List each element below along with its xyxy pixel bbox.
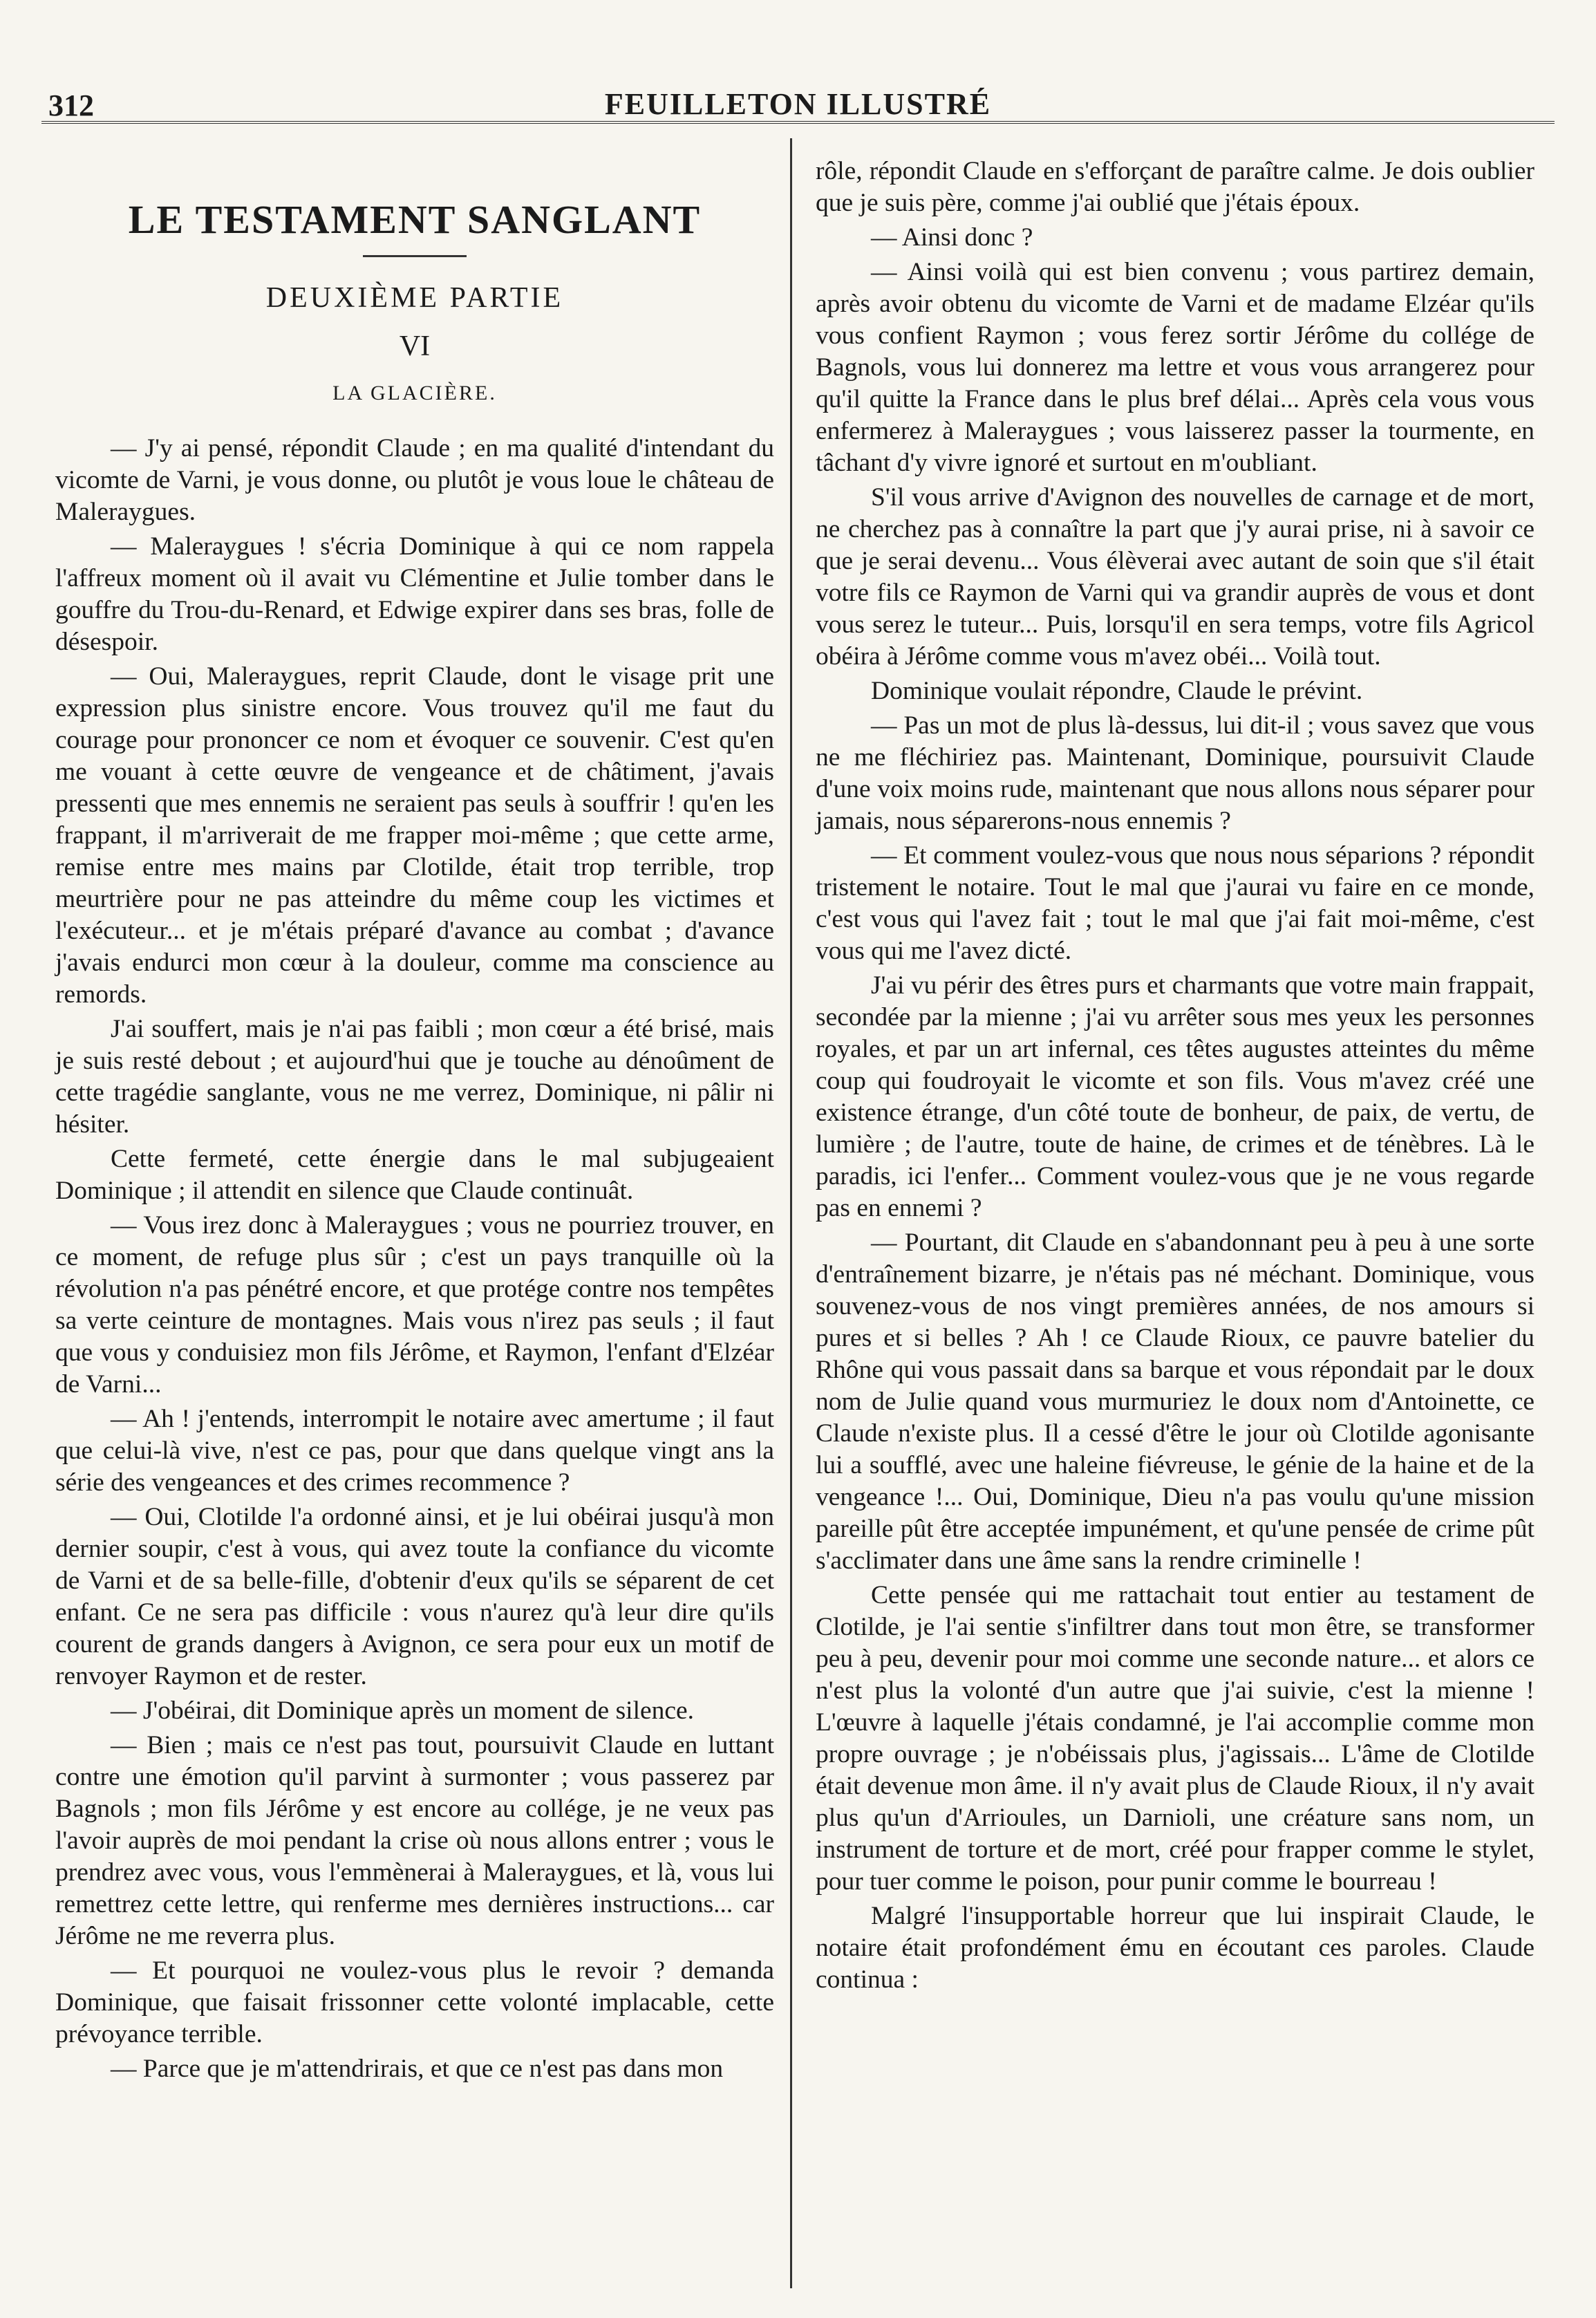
chapter-number: VI [399, 330, 431, 362]
paragraph: — Ah ! j'entends, interrompit le notaire avec amertume ; il faut que celui-là vive, n'est ce pas, pour que dans quelque vingt ans la série des vengeances et des crimes recommence ? [55, 1405, 774, 1497]
left-column [55, 149, 774, 2088]
paragraph: Cette fermeté, cette énergie dans le mal subjugeaient Dominique ; il attendit en silence que Claude continuât. [55, 1145, 774, 1205]
paragraph: — Pourtant, dit Claude en s'abandonnant peu à peu à une sorte d'entraînement bizarre, je n'étais pas né méchant. Dominique, vous souvenez-vous de nos vingt premières années, de nos amours si pures et si belles ? Ah ! ce Claude Rioux, ce pauvre batelier du Rhône qui vous passait dans sa barque et vous répondait par le doux nom de Julie quand vous murmuriez le doux nom d'Antoinette, ce Claude n'existe plus. Il a cessé d'être le jour où Clotilde agonisante lui a soufflé, avec une haleine fiévreuse, le génie de la haine et de la vengeance !... Oui, Dominique, Dieu n'a pas voulu qu'une mission pareille pût être acceptée impunément, et qu'une pensée de crime pût s'acclimater dans une âme sans la rendre criminelle ! [816, 1228, 1534, 1575]
paragraph: — Parce que je m'attendrirais, et que ce n'est pas dans mon [111, 2055, 724, 2083]
paragraph: — Pas un mot de plus là-dessus, lui dit-il ; vous savez que vous ne me fléchiriez pas. Maintenant, Dominique, poursuivit Claude d'une voix moins rude, maintenant que nous allons nous séparer pour jamais, nous séparerons-nous ennemis ? [816, 711, 1534, 835]
page-header [41, 73, 1555, 124]
paragraph: rôle, répondit Claude en s'efforçant de paraître calme. Je dois oublier que je suis père, comme j'ai oublié que j'étais époux. [816, 157, 1534, 217]
chapter-title: LA GLACIÈRE. [332, 382, 497, 404]
paragraph: — Et comment voulez-vous que nous nous séparions ? répondit tristement le notaire. Tout le mal que j'aurai vu faire en ce monde, c'est vous qui l'avez fait ; tout le mal que j'ai fait moi-même, c'est vous qui me l'avez dicté. [816, 841, 1534, 965]
paragraph: — Ainsi donc ? [871, 223, 1033, 252]
paragraph: — J'y ai pensé, répondit Claude ; en ma qualité d'intendant du vicomte de Varni, je vous donne, ou plutôt je vous loue le château de Maleraygues. [55, 434, 774, 526]
paragraph: — Bien ; mais ce n'est pas tout, poursuivit Claude en luttant contre une émotion qu'il parvint à surmonter ; vous passerez par Bagnols ; mon fils Jérôme y est encore au collége, je ne veux pas l'avoir auprès de moi pendant la crise où nous allons entrer ; vous le prendrez avec vous, vous l'emmènerai à Maleraygues, et là, vous lui remettrez cette lettre, qui renferme mes dernières instructions... car Jérôme ne me reverra plus. [55, 1731, 774, 1950]
story-title: LE TESTAMENT SANGLANT [128, 197, 702, 242]
paragraph: — Oui, Maleraygues, reprit Claude, dont le visage prit une expression plus sinistre encore. Vous trouvez qu'il me faut du courage pour prononcer ce nom et évoquer ce souvenir. C'est qu'en me vouant à cette œuvre de vengeance et de châtiment, j'avais pressenti que mes ennemis ne seraient pas seuls à souffrir ! qu'en les frappant, il m'arriverait de me frapper moi-même ; que cette arme, remise entre mes mains par Clotilde, était trop terrible, trop meurtrière pour ne pas atteindre du même coup les victimes et l'exécuteur... et je m'étais préparé d'avance au combat ; d'avance j'avais endurci mon cœur à la douleur, comme ma conscience au remords. [55, 662, 774, 1009]
paragraph: Malgré l'insupportable horreur que lui inspirait Claude, le notaire était profondément ému en écoutant ces paroles. Claude continua : [816, 1902, 1534, 1994]
paragraph: — Ainsi voilà qui est bien convenu ; vous partirez demain, après avoir obtenu du vicomte de Varni et de madame Elzéar qu'ils vous confient Raymon ; vous ferez sortir Jérôme du collége de Bagnols, vous lui donnerez ma lettre et vous vous arrangerez pour qu'il quitte la France dans le plus bref délai... Après cela vous vous enfermerez à Maleraygues ; vous laisserez passer la tourmente, en tâchant d'y vivre ignoré et surtout en m'oubliant. [816, 258, 1534, 477]
paragraph: — Vous irez donc à Maleraygues ; vous ne pourriez trouver, en ce moment, de refuge plus sûr ; c'est un pays tranquille où la révolution n'a pas pénétré encore, et que protége contre nos tempêtes sa verte ceinture de montagnes. Mais vous n'irez pas seuls ; il faut que vous y conduisiez mon fils Jérôme, et Raymon, l'enfant d'Elzéar de Varni... [55, 1211, 774, 1399]
paragraph: — Maleraygues ! s'écria Dominique à qui ce nom rappela l'affreux moment où il avait vu Clémentine et Julie tomber dans le gouffre du Trou-du-Renard, et Edwige expirer dans ses bras, folle de désespoir. [55, 532, 774, 656]
title-rule [363, 255, 467, 257]
paragraph: — J'obéirai, dit Dominique après un moment de silence. [111, 1697, 695, 1725]
page-number: 312 [48, 88, 94, 122]
part-title: DEUXIÈME PARTIE [265, 282, 564, 314]
paragraph: J'ai souffert, mais je n'ai pas faibli ; mon cœur a été brisé, mais je suis resté debout ; et aujourd'hui que je touche au dénoûment de cette tragédie sanglante, vous ne me verrez, Dominique, ni pâlir ni hésiter. [55, 1015, 774, 1139]
right-column [816, 156, 1534, 1999]
paragraph: S'il vous arrive d'Avignon des nouvelles de carnage et de mort, ne cherchez pas à connaître la part que j'y aurai prise, ni à savoir ce que je serai devenu... Vous élèverai avec autant de soin que s'il était votre fils ce Raymon de Varni qui va grandir auprès de vous et dont vous serez le tuteur... Puis, lorsqu'il en sera temps, votre fils Agricol obéira à Jérôme comme vous m'avez obéi... Voilà tout. [816, 483, 1534, 671]
paragraph: — Oui, Clotilde l'a ordonné ainsi, et je lui obéirai jusqu'à mon dernier soupir, c'est à vous, qui avez toute la confiance du vicomte de Varni et de sa belle-fille, d'obtenir d'eux qu'ils se séparent de cet enfant. Ce ne sera pas difficile : vous n'aurez qu'à leur dire qu'ils courent de grands dangers à Avignon, ce sera pour eux un motif de renvoyer Raymon et de rester. [55, 1503, 774, 1690]
paragraph: — Et pourquoi ne voulez-vous plus le revoir ? demanda Dominique, que faisait frissonner cette volonté implacable, cette prévoyance terrible. [55, 1956, 774, 2048]
running-title: FEUILLETON ILLUSTRÉ [604, 87, 992, 121]
paragraph: J'ai vu périr des êtres purs et charmants que votre main frappait, secondée par la mienne ; j'ai vu arrêter sous mes yeux les personnes royales, et par un art infernal, ces têtes augustes atteintes du même coup qui foudroyait le vicomte et son fils. Vous m'avez créé une existence étrange, d'un côté toute de bonheur, de paix, de vertu, de lumière ; de l'autre, toute de haine, de crimes et de ténèbres. Là le paradis, ici l'enfer... Comment voulez-vous que je ne vous regarde pas en ennemi ? [816, 971, 1534, 1222]
paragraph: Cette pensée qui me rattachait tout entier au testament de Clotilde, je l'ai sentie s'infiltrer dans tout mon être, se transformer peu à peu, devenir pour moi comme une seconde nature... et alors ce n'est plus la volonté d'un autre que j'ai suivie, c'est la mienne ! L'œuvre à laquelle j'étais condamné, je l'ai accomplie comme mon propre ouvrage ; je n'obéissais plus, j'agissais... L'âme de Clotilde était devenue mon âme. il n'y avait plus de Claude Rioux, il n'y avait plus qu'un d'Arrioules, un Darnioli, une créature sans nom, un instrument de torture et de mort, créé pour frapper comme le stylet, pour tuer comme le poison, pour punir comme le bourreau ! [816, 1581, 1534, 1896]
paragraph: Dominique voulait répondre, Claude le prévint. [871, 677, 1363, 705]
column-divider [790, 138, 792, 2288]
